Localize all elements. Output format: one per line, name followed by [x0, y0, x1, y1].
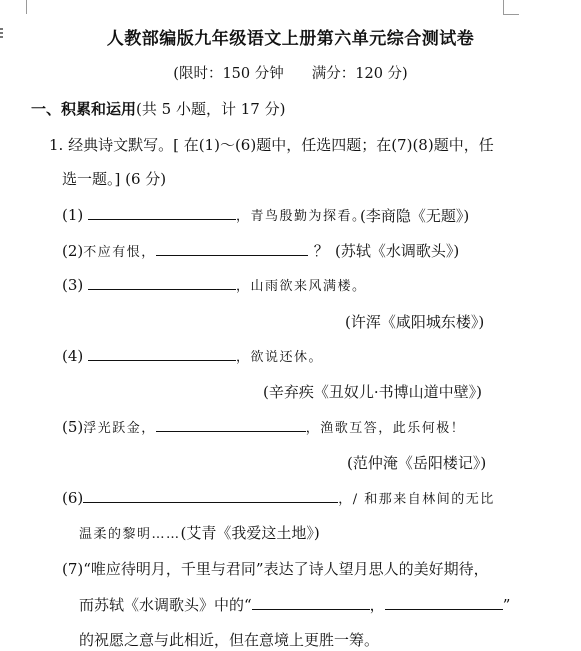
answer-blank[interactable]	[88, 205, 236, 220]
list-item: (4) ，欲说还休。	[62, 347, 324, 365]
section-title: 一、积累和运用	[31, 100, 137, 118]
list-item: (6) ，/ 和那来自林间的无比	[62, 489, 495, 507]
exam-info	[0, 62, 581, 83]
list-item: (1) ，青鸟殷勤为探看。	[62, 206, 367, 224]
question-7: (7)“唯应待明月，千里与君同”表达了诗人望月思人的美好期待，	[62, 560, 489, 578]
page-title: 人教部编版九年级语文上册第六单元综合测试卷	[106, 29, 475, 49]
list-item: (2)不应有恨， ？	[62, 242, 329, 260]
list-item-cont: 温柔的黎明……(艾青《我爱这土地》)	[79, 524, 320, 542]
poem-source: (苏轼《水调歌头》)	[335, 242, 460, 260]
question-7-cont: 而苏轼《水调歌头》中的“ ， ”	[79, 596, 511, 614]
question-intro-cont: 选一题。] (6 分)	[62, 170, 167, 188]
list-item: (3) ，山雨欲来风满楼。	[62, 276, 367, 294]
answer-blank[interactable]	[385, 595, 503, 610]
page-corner-mark	[503, 0, 504, 14]
answer-blank[interactable]	[83, 488, 338, 503]
list-item: (5)浮光跃金， ，渔歌互答，此乐何极！	[62, 418, 466, 436]
answer-blank[interactable]	[156, 241, 308, 256]
answer-blank[interactable]	[156, 417, 306, 432]
answer-blank[interactable]	[252, 595, 370, 610]
section-detail: (共 5 小题，计 17 分)	[136, 100, 286, 118]
page-corner-mark	[26, 0, 27, 14]
question-7-cont: 的祝愿之意与此相近，但在意境上更胜一筹。	[79, 631, 380, 649]
poem-source: (李商隐《无题》)	[360, 207, 470, 225]
poem-source: (许浑《咸阳城东楼》)	[345, 313, 485, 331]
full-score: 满分：120 分)	[311, 66, 408, 82]
time-limit: (限时：150 分钟	[173, 66, 284, 82]
poem-source: (辛弃疾《丑奴儿·书博山道中壁》)	[263, 383, 482, 401]
page-corner-mark	[503, 14, 519, 15]
section-heading	[31, 98, 285, 119]
answer-blank[interactable]	[88, 275, 236, 290]
answer-blank[interactable]	[88, 346, 236, 361]
question-intro: 1. 经典诗文默写。[ 在(1)～(6)题中，任选四题；在(7)(8)题中，任	[49, 136, 494, 154]
poem-source: (范仲淹《岳阳楼记》)	[347, 454, 487, 472]
